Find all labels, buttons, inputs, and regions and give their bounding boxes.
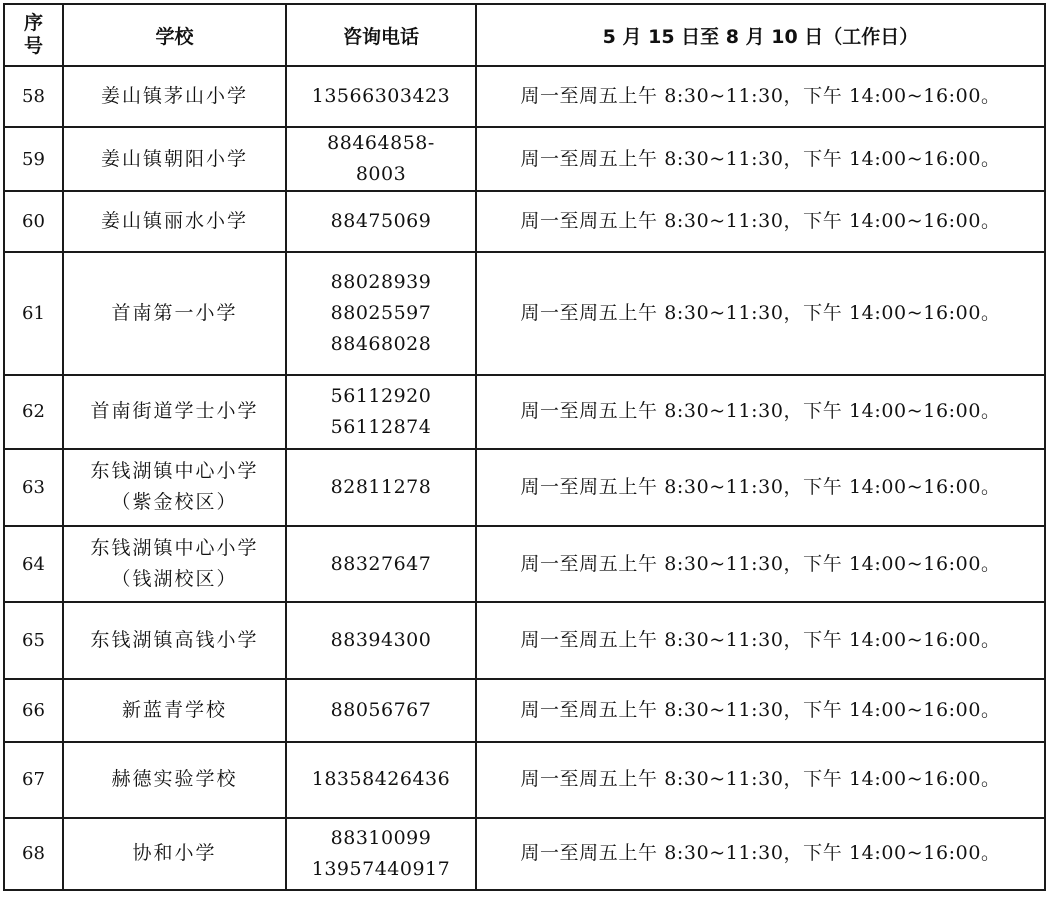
row-number-cell: 64 [4, 526, 63, 602]
school-name-cell [63, 252, 286, 374]
table-row [4, 66, 1045, 127]
row-number-cell: 67 [4, 742, 63, 818]
phone-cell [286, 375, 476, 449]
row-number-cell: 66 [4, 679, 63, 741]
office-hours-cell: 周一至周五上午 8:30~11:30，下午 14:00~16:00。 [476, 449, 1045, 526]
school-name-cell [63, 191, 286, 252]
office-hours-cell: 周一至周五上午 8:30~11:30，下午 14:00~16:00。 [476, 818, 1045, 890]
phone-cell [286, 127, 476, 191]
school-name-cell [63, 66, 286, 127]
school-name-line: （钱湖校区） [111, 568, 238, 591]
school-name-line: 姜山镇朝阳小学 [100, 147, 248, 170]
phone-cell [286, 191, 476, 252]
phone-number: 56112920 [330, 384, 432, 407]
phone-number: 13957440917 [311, 857, 451, 880]
table-row [4, 127, 1045, 191]
school-name-cell [63, 526, 286, 602]
school-name-line: 赫德实验学校 [111, 768, 238, 791]
school-name-cell [63, 602, 286, 679]
header-number-top: 序 [23, 12, 43, 34]
school-name-line: 新蓝青学校 [121, 698, 227, 721]
row-number-cell: 63 [4, 449, 63, 526]
phone-number: 13566303423 [311, 85, 451, 108]
phone-cell [286, 679, 476, 741]
office-hours-cell: 周一至周五上午 8:30~11:30，下午 14:00~16:00。 [476, 191, 1045, 252]
phone-number: 88468028 [330, 333, 432, 356]
office-hours-cell: 周一至周五上午 8:30~11:30，下午 14:00~16:00。 [476, 252, 1045, 374]
table-header-row [4, 4, 1045, 66]
phone-cell [286, 66, 476, 127]
phone-number: 82811278 [330, 475, 432, 498]
table-row [4, 742, 1045, 818]
table-row [4, 191, 1045, 252]
header-number-bottom: 号 [23, 35, 43, 57]
table-row [4, 679, 1045, 741]
row-number-cell: 59 [4, 127, 63, 191]
table-row [4, 375, 1045, 449]
table-row [4, 602, 1045, 679]
phone-number: 18358426436 [311, 768, 451, 791]
phone-number: 88056767 [330, 698, 432, 721]
header-hours: 5 月 15 日至 8 月 10 日（工作日） [476, 4, 1045, 66]
table-row [4, 526, 1045, 602]
phone-cell [286, 742, 476, 818]
school-name-cell [63, 375, 286, 449]
office-hours-cell: 周一至周五上午 8:30~11:30，下午 14:00~16:00。 [476, 679, 1045, 741]
school-contact-table-container [3, 3, 1044, 891]
header-phone: 咨询电话 [286, 4, 476, 66]
school-name-cell [63, 127, 286, 191]
row-number-cell: 68 [4, 818, 63, 890]
phone-number: 88327647 [330, 552, 432, 575]
school-name-line: 东钱湖镇高钱小学 [90, 629, 259, 652]
school-name-line: 东钱湖镇中心小学 [90, 537, 259, 560]
phone-cell [286, 818, 476, 890]
phone-cell [286, 602, 476, 679]
phone-number: 88394300 [330, 629, 432, 652]
office-hours-cell: 周一至周五上午 8:30~11:30，下午 14:00~16:00。 [476, 66, 1045, 127]
school-name-cell [63, 742, 286, 818]
phone-number: 88464858- [327, 132, 435, 155]
office-hours-cell: 周一至周五上午 8:30~11:30，下午 14:00~16:00。 [476, 602, 1045, 679]
office-hours-cell: 周一至周五上午 8:30~11:30，下午 14:00~16:00。 [476, 742, 1045, 818]
school-name-line: 东钱湖镇中心小学 [90, 460, 259, 483]
school-name-line: 协和小学 [132, 842, 217, 865]
school-name-line: 首南第一小学 [111, 302, 238, 325]
phone-cell [286, 449, 476, 526]
row-number-cell: 62 [4, 375, 63, 449]
table-body [4, 66, 1045, 890]
office-hours-cell: 周一至周五上午 8:30~11:30，下午 14:00~16:00。 [476, 375, 1045, 449]
table-row [4, 252, 1045, 374]
school-name-line: 姜山镇丽水小学 [100, 210, 248, 233]
phone-number: 88310099 [330, 826, 432, 849]
phone-number: 8003 [355, 163, 407, 186]
school-contact-table [3, 3, 1046, 891]
phone-number: 56112874 [330, 415, 432, 438]
phone-number: 88025597 [330, 302, 432, 325]
header-number [4, 4, 63, 66]
school-name-cell [63, 679, 286, 741]
header-school: 学校 [63, 4, 286, 66]
phone-cell [286, 252, 476, 374]
school-name-line: 首南街道学士小学 [90, 400, 259, 423]
row-number-cell: 65 [4, 602, 63, 679]
school-name-line: 姜山镇茅山小学 [100, 85, 248, 108]
phone-number: 88475069 [330, 210, 432, 233]
row-number-cell: 61 [4, 252, 63, 374]
phone-number: 88028939 [330, 271, 432, 294]
office-hours-cell: 周一至周五上午 8:30~11:30，下午 14:00~16:00。 [476, 526, 1045, 602]
phone-cell [286, 526, 476, 602]
table-row [4, 449, 1045, 526]
school-name-cell [63, 449, 286, 526]
school-name-cell [63, 818, 286, 890]
table-row [4, 818, 1045, 890]
office-hours-cell: 周一至周五上午 8:30~11:30，下午 14:00~16:00。 [476, 127, 1045, 191]
school-name-line: （紫金校区） [111, 491, 238, 514]
row-number-cell: 58 [4, 66, 63, 127]
row-number-cell: 60 [4, 191, 63, 252]
